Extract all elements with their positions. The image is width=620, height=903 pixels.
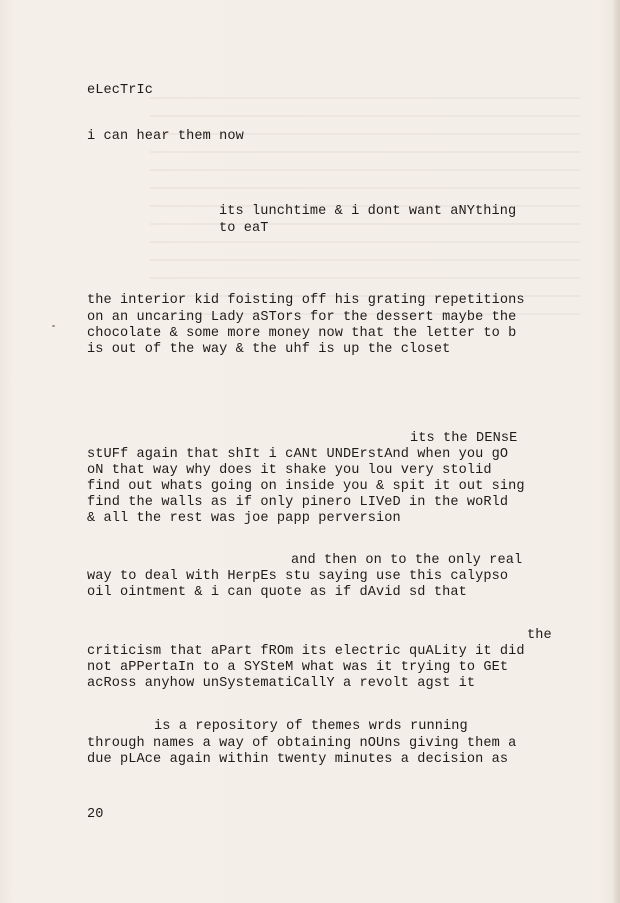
text-line: & all the rest was joe papp perversion [87, 511, 401, 526]
text-line: find out whats going on inside you & spit it out sing [87, 479, 525, 494]
text-line: to eaT [219, 221, 269, 236]
text-line: the [527, 628, 552, 643]
text-line: chocolate & some more money now that the letter to b [87, 326, 517, 341]
text-line: and then on to the only real [291, 553, 523, 568]
text-line: its the DENsE [410, 431, 518, 446]
text-line: not aPPertaIn to a SYSteM what was it trying to GEt [87, 660, 509, 675]
text-line: due pLAce again within twenty minutes a decision as [87, 752, 509, 767]
text-line: the interior kid foisting off his grating repetitions [87, 293, 525, 308]
text-line: oil ointment & i can quote as if dAvid sd that [87, 585, 467, 600]
page-edge [614, 0, 620, 903]
text-line: its lunchtime & i dont want aNYthing [219, 204, 517, 219]
text-line: stUFf again that shIt i cANt UNDErstAnd when you gO [87, 447, 509, 462]
poem-title: eLecTrIc [87, 83, 154, 98]
text-line: is a repository of themes wrds running [154, 719, 468, 734]
text-line: criticism that aPart fROm its electric quALity it did [87, 644, 525, 659]
margin-mark [52, 325, 55, 327]
text-line: find the walls as if only pinero LIVeD in the woRld [87, 495, 509, 510]
text-line: on an uncaring Lady aSTors for the dessert maybe the [87, 310, 517, 325]
text-line: oN that way why does it shake you lou very stolid [87, 463, 492, 478]
page-number: 20 [87, 807, 104, 822]
text-line: way to deal with HerpEs stu saying use this calypso [87, 569, 509, 584]
text-line: i can hear them now [87, 129, 244, 144]
text-line: is out of the way & the uhf is up the closet [87, 342, 451, 357]
text-line: acRoss anyhow unSystematiCallY a revolt agst it [87, 676, 476, 691]
text-line: through names a way of obtaining nOUns giving them a [87, 736, 517, 751]
